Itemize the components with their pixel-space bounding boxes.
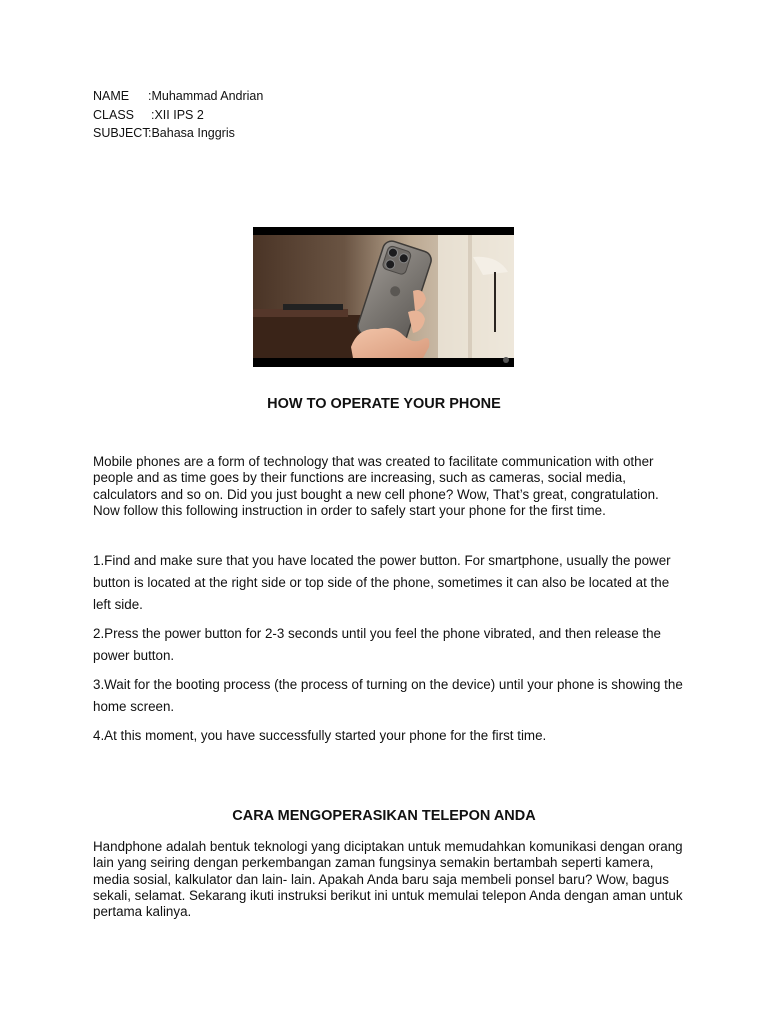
step-4: 4.At this moment, you have successfully started your phone for the first time. bbox=[93, 728, 547, 743]
subject-value: :Bahasa Inggris bbox=[148, 126, 235, 140]
class-row bbox=[93, 106, 263, 125]
subject-row bbox=[93, 124, 263, 143]
subject-label: SUBJECT bbox=[93, 126, 150, 140]
name-label: NAME bbox=[93, 89, 130, 103]
class-value: :XII IPS 2 bbox=[151, 107, 204, 122]
heading-indonesian: CARA MENGOPERASIKAN TELEPON ANDA bbox=[232, 808, 536, 824]
student-info bbox=[93, 87, 263, 143]
phone-photo-illustration bbox=[253, 227, 514, 367]
step-1: 1.Find and make sure that you have located the power button. For smartphone, usually the power button is located at the right side or top side of the phone, sometimes it can also be located at the left side. bbox=[93, 553, 671, 612]
intro-paragraph-indonesian: Handphone adalah bentuk teknologi yang diciptakan untuk memudahkan komunikasi dengan orang lain yang seiring dengan perkembangan zaman fungsinya semakin bertambah seperti kamera, media sosial, kalkulator dan lain- lain. Apakah Anda baru saja membeli ponsel baru? Wow, bagus sekali, selamat. Sekarang ikuti instruksi berikut ini untuk memulai telepon Anda dengan aman untuk pertama kalinya. bbox=[93, 839, 683, 920]
heading-english: HOW TO OPERATE YOUR PHONE bbox=[267, 396, 501, 412]
name-value: :Muhammad Andrian bbox=[148, 89, 264, 103]
intro-paragraph-english: Mobile phones are a form of technology that was created to facilitate communication with other people and as time goes by their functions are increasing, such as cameras, social media, calculators and so on. Did you just bought a new cell phone? Wow, That’s great, congratulation. Now follow this following instruction in order to safely start your phone for the first time. bbox=[93, 454, 659, 518]
step-3: 3.Wait for the booting process (the process of turning on the device) until your phone is showing the home screen. bbox=[93, 677, 683, 714]
class-label: CLASS bbox=[93, 107, 134, 122]
phone-photo bbox=[253, 227, 514, 367]
step-2: 2.Press the power button for 2-3 seconds until you feel the phone vibrated, and then release the power button. bbox=[93, 626, 661, 663]
name-row bbox=[93, 87, 263, 106]
